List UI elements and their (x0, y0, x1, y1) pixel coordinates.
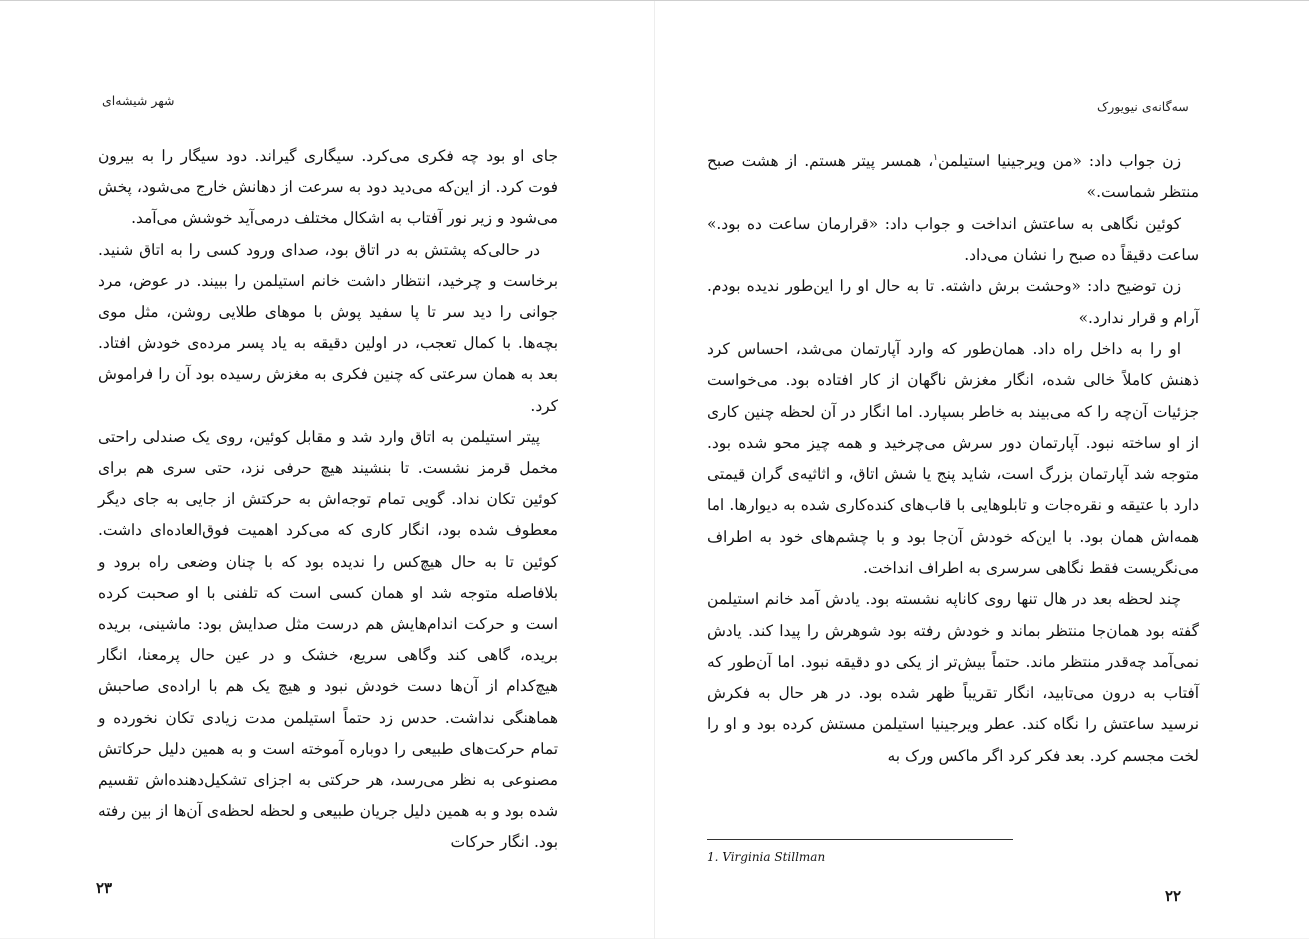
footnote-rule (707, 839, 1013, 840)
right-paragraph-4: او را به داخل راه داد. همان‌طور که وارد آپارتمان می‌شد، احساس کرد ذهنش کاملاً خالی شده، انگار مغزش ناگهان از کار افتاده بود. می‌خواست جزئیات آن‌چه را که می‌بیند به خاطر بسپارد. اما انگار در آن لحظه چنین کاری از او ساخته نبود. آپارتمان دور سرش می‌چرخید و همه چیز محو شده بود. متوجه شد آپارتمان بزرگ است، شاید پنج یا شش اتاق، و اثاثیه‌ی گران قیمتی دارد با عتیقه و نقره‌جات و تابلوهایی با قاب‌های کنده‌کاری شده به دیوارها. اما همه‌اش همان بود. با این‌که خودش آن‌جا بود و با چشم‌های خود به اطراف می‌نگریست فقط نگاهی سرسری به اطراف انداخت. (707, 339, 1199, 577)
right-paragraph-2: کوئین نگاهی به ساعتش انداخت و جواب داد: «قرارمان ساعت ده بود.» ساعت دقیقاً ده صبح را نشان می‌داد. (707, 214, 1199, 265)
right-running-head: سه‌گانه‌ی نیویورک (1097, 99, 1189, 114)
left-paragraph-1: جای او بود چه فکری می‌کرد. سیگاری گیراند. دود سیگار را به بیرون فوت کرد. از این‌که می‌دید دود به سرعت از دهانش خارج می‌شود، پخش می‌شود و زیر نور آفتاب به اشکال مختلف درمی‌آید خوشش می‌آمد. (98, 147, 558, 228)
right-paragraph-1-end: ، همسر پیتر هستم. از هشت صبح منتظر شماست.» (707, 152, 1199, 202)
left-running-head: شهر شیشه‌ای (102, 93, 175, 108)
right-paragraph-3: زن توضیح داد: «وحشت برش داشته. تا به حال او را این‌طور ندیده بودم. آرام و قرار ندارد.» (707, 277, 1199, 327)
right-body-text (707, 143, 1199, 772)
left-body-text (98, 141, 558, 859)
right-paragraph-1-start: زن جواب داد: «من ویرجینیا استیلمن (938, 152, 1182, 171)
right-paragraph-5: چند لحظه بعد در هال تنها روی کاناپه نشسته بود. یادش آمد خانم استیلمن گفته بود همان‌جا منتظر بماند و خودش رفته بود شوهرش را پیدا کند. یادش نمی‌آمد چه‌قدر منتظر ماند. حتماً بیش‌تر از یکی دو دقیقه نبود. اما آن‌طور که آفتاب به درون می‌تابید، انگار تقریباً ظهر شده بود. در هر حال به فکرش نرسید ساعتش را نگاه کند. عطر ویرجینیا استیلمن مستش کرده بود و او را لخت مجسم کرد. بعد فکر کرد اگر ماکس ورک به (707, 590, 1199, 765)
right-page-number: ۲۲ (1165, 887, 1182, 905)
footnote: 1. Virginia Stillman (707, 850, 826, 864)
left-page (0, 1, 654, 939)
footnote-marker: ۱ (933, 153, 939, 163)
left-paragraph-3: پیتر استیلمن به اتاق وارد شد و مقابل کوئین، روی یک صندلی راحتی مخمل قرمز نشست. تا بنشیند هیچ حرفی نزد، حتی سری هم برای کوئین تکان نداد. گویی تمام توجه‌اش به حرکتش از جایی به جای دیگر معطوف شده بود، انگار کاری که می‌کرد اهمیت فوق‌العاده‌ای داشت. کوئین تا به حال هیچ‌کس را ندیده بود که با چنان وضعی راه برود و بلافاصله متوجه شد او همان کسی است که تلفنی با او صحبت کرده است و حرکت اندام‌هایش هم درست مثل صدایش بود: ماشینی، بریده بریده، گاهی کند وگاهی سریع، خشک و در عین حال پرمعنا، انگار هیچ‌کدام از آن‌ها دست خودش نبود و هیچ یک هم با اراده‌ی صاحبش هماهنگی نداشت. حدس زد حتماً استیلمن مدت زیادی تکان نخورده و تمام حرکت‌های طبیعی را دوباره آموخته است و به همین دلیل حرکاتش مصنوعی به نظر می‌رسد، هر حرکتی به اجزای تشکیل‌دهنده‌اش تقسیم شده بود و به همین دلیل جریان طبیعی و لحظه لحظه‌ی آن‌ها از بین رفته بود. انگار حرکات (98, 427, 558, 852)
right-paragraph-1 (707, 143, 1199, 209)
left-page-number: ۲۳ (96, 879, 113, 897)
right-page (655, 1, 1309, 939)
left-paragraph-2: در حالی‌که پشتش به در اتاق بود، صدای ورود کسی را به اتاق شنید. برخاست و چرخید، انتظار داشت خانم استیلمن را ببیند. در عوض، مرد جوانی را دید سر تا پا سفید پوش با موهای طلایی روشن، مثل موی بچه‌ها. با کمال تعجب، در اولین دقیقه به یاد پسر مرده‌ی خودش افتاد. بعد به همان سرعتی که چنین فکری به مغزش رسیده بود آن را فراموش کرد. (98, 240, 558, 415)
